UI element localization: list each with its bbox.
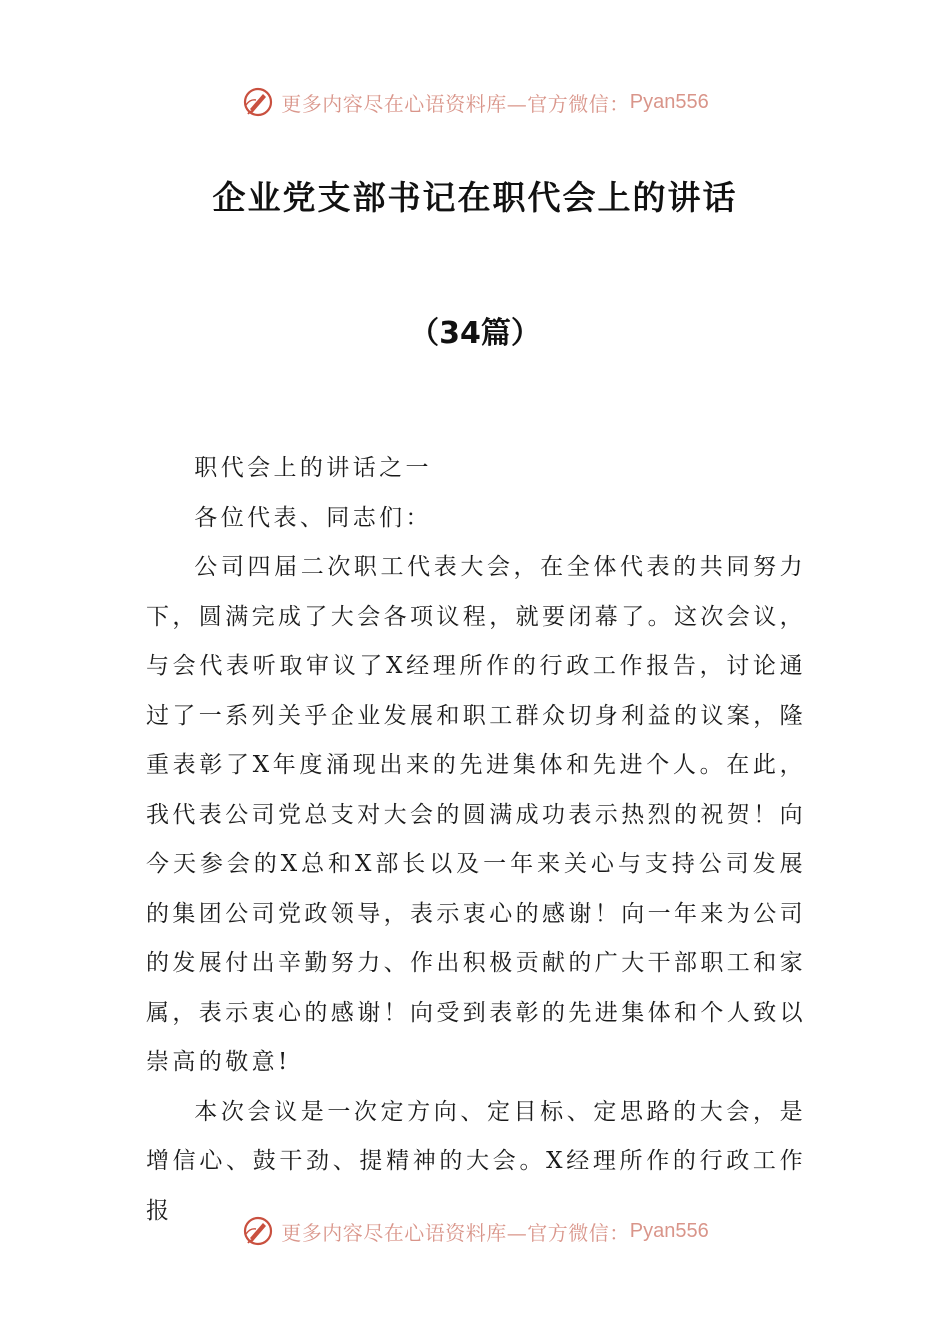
watermark-text: 更多内容尽在心语资料库—官方微信： <box>281 1220 630 1245</box>
document-subtitle: （34篇） <box>409 316 541 351</box>
pen-logo-icon <box>241 85 275 119</box>
body-paragraph: 公司四届二次职工代表大会，在全体代表的共同努力下，圆满完成了大会各项议程，就要闭幕了。这次会议，与会代表听取审议了X经理所作的行政工作报告，讨论通过了一系列关乎企业发展和职工群众切身利益的议案，隆重表彰了X年度涌现出来的先进集体和先进个人。在此，我代表公司党总支对大会的圆满成功表示热烈的祝贺！向今天参会的X总和X部长以及一年来关心与支持公司发展的集团公司党政领导，表示衷心的感谢！向一年来为公司的发展付出辛勤努力、作出积极贡献的广大干部职工和家属，表示衷心的感谢！向受到表彰的先进集体和个人致以崇高的敬意! <box>146 554 806 1075</box>
section-heading: 职代会上的讲话之一 <box>194 455 432 481</box>
watermark-wechat-id: Pyan556 <box>629 90 709 113</box>
pen-logo-icon <box>241 1214 275 1248</box>
body-paragraph: 本次会议是一次定方向、定目标、定思路的大会，是增信心、鼓干劲、提精神的大会。X经理所作的行政工作报 <box>146 1098 806 1224</box>
salutation: 各位代表、同志们： <box>194 504 432 531</box>
header-watermark <box>0 82 950 122</box>
document-body <box>146 444 806 1236</box>
watermark-wechat-id: Pyan556 <box>629 1219 709 1242</box>
document-title: 企业党支部书记在职代会上的讲话 <box>212 178 738 217</box>
footer-watermark <box>0 1211 950 1251</box>
watermark-text: 更多内容尽在心语资料库—官方微信： <box>281 91 630 116</box>
